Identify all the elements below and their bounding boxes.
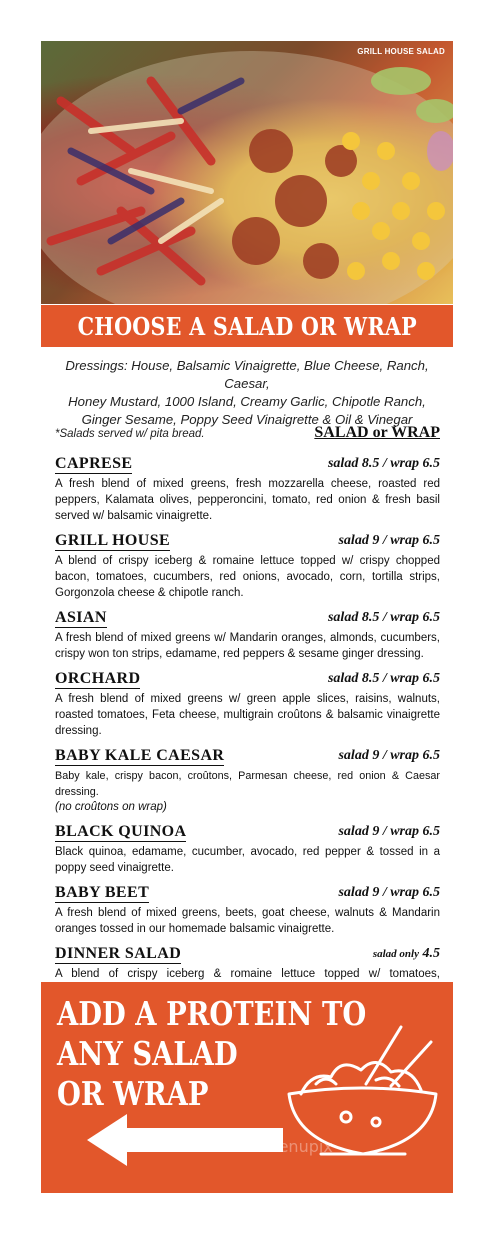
photo-caption: GRILL HOUSE SALAD — [357, 47, 445, 56]
item-price: salad 8.5 / wrap 6.5 — [327, 671, 440, 686]
dressings-line: Honey Mustard, 1000 Island, Creamy Garlic, Chipotle Ranch, — [68, 394, 426, 409]
item-name: BABY KALE CAESAR — [55, 747, 225, 764]
salad-illustration — [41, 41, 453, 304]
menu-item-orchard — [55, 670, 440, 739]
item-price: salad 9 / wrap 6.5 — [338, 824, 440, 839]
protein-line: ADD A PROTEIN TO — [57, 994, 367, 1033]
item-description: A fresh blend of mixed greens w/ green apple slices, raisins, walnuts, roasted tomatoes, Feta cheese, multigrain croûtons & balsamic vinaigrette dressing. — [55, 693, 440, 737]
add-protein-panel — [41, 982, 453, 1193]
protein-line: OR WRAP — [57, 1074, 209, 1113]
menu-item-baby-beet — [55, 884, 440, 937]
item-name: CAPRESE — [55, 455, 133, 472]
item-price: salad 9 / wrap 6.5 — [338, 533, 440, 548]
item-description: A fresh blend of mixed greens, beets, goat cheese, walnuts & Mandarin oranges tossed in our homemade balsamic vinaigrette. — [55, 907, 440, 935]
banner-title: CHOOSE A SALAD OR WRAP — [77, 311, 417, 341]
salad-photo — [41, 41, 453, 304]
menu-item-black-quinoa — [55, 823, 440, 876]
price-prefix: salad only — [372, 948, 419, 960]
watermark-text: menupix — [263, 1137, 333, 1156]
item-description: Baby kale, crispy bacon, croûtons, Parmesan cheese, red onion & Caesar dressing. — [55, 770, 440, 798]
item-name: BABY BEET — [55, 884, 150, 901]
item-description: A fresh blend of mixed greens w/ Mandarin oranges, almonds, cucumbers, crispy won ton strips, edamame, red peppers & sesame ginger dressing. — [55, 632, 440, 660]
item-price: salad 9 / wrap 6.5 — [338, 748, 440, 763]
dressings-list — [44, 357, 450, 429]
menu-item-grill-house — [55, 532, 440, 601]
arrow-left-icon — [87, 1110, 287, 1170]
menu-subheader — [55, 424, 440, 444]
item-name: ASIAN — [55, 609, 107, 626]
protein-line: ANY SALAD — [57, 1034, 238, 1073]
menu-item-baby-kale-caesar — [55, 747, 440, 815]
price-value: 4.5 — [422, 946, 440, 961]
dressings-line: Dressings: House, Balsamic Vinaigrette, Blue Cheese, Ranch, Caesar, — [65, 358, 429, 391]
item-description: A fresh blend of mixed greens, fresh mozzarella cheese, roasted red peppers, Kalamata olives, pepperoncini, tomato, red onion & fresh basil served w/ balsamic vinaigrette. — [55, 478, 440, 522]
item-description: A blend of crispy iceberg & romaine lettuce topped w/ crispy chopped bacon, tomatoes, cucumbers, red onions, avocado, corn, tortilla strips, Gorgonzola cheese & chipotle ranch. — [55, 555, 440, 599]
item-price: salad 9 / wrap 6.5 — [338, 885, 440, 900]
item-price: salad 8.5 / wrap 6.5 — [327, 610, 440, 625]
item-description: A blend of crispy iceberg & romaine lettuce topped w/ tomatoes, — [55, 968, 440, 980]
menu-items — [55, 455, 440, 1006]
item-note: (no croûtons on wrap) — [55, 801, 167, 813]
item-price: salad 8.5 / wrap 6.5 — [327, 456, 440, 471]
menu-item-asian — [55, 609, 440, 662]
dressings-line: Ginger Sesame, Poppy Seed Vinaigrette & Oil & Vinegar — [81, 412, 413, 427]
item-name: BLACK QUINOA — [55, 823, 187, 840]
menu-item-caprese — [55, 455, 440, 524]
item-description: Black quinoa, edamame, cucumber, avocado, red pepper & tossed in a poppy seed vinaigrette. — [55, 846, 440, 874]
item-name: DINNER SALAD — [55, 945, 182, 962]
pita-note: *Salads served w/ pita bread. — [55, 428, 205, 440]
item-name: ORCHARD — [55, 670, 141, 687]
item-price — [373, 946, 440, 962]
price-column-heading: SALAD or WRAP — [314, 424, 440, 441]
item-name: GRILL HOUSE — [55, 532, 171, 549]
section-banner — [41, 305, 453, 347]
